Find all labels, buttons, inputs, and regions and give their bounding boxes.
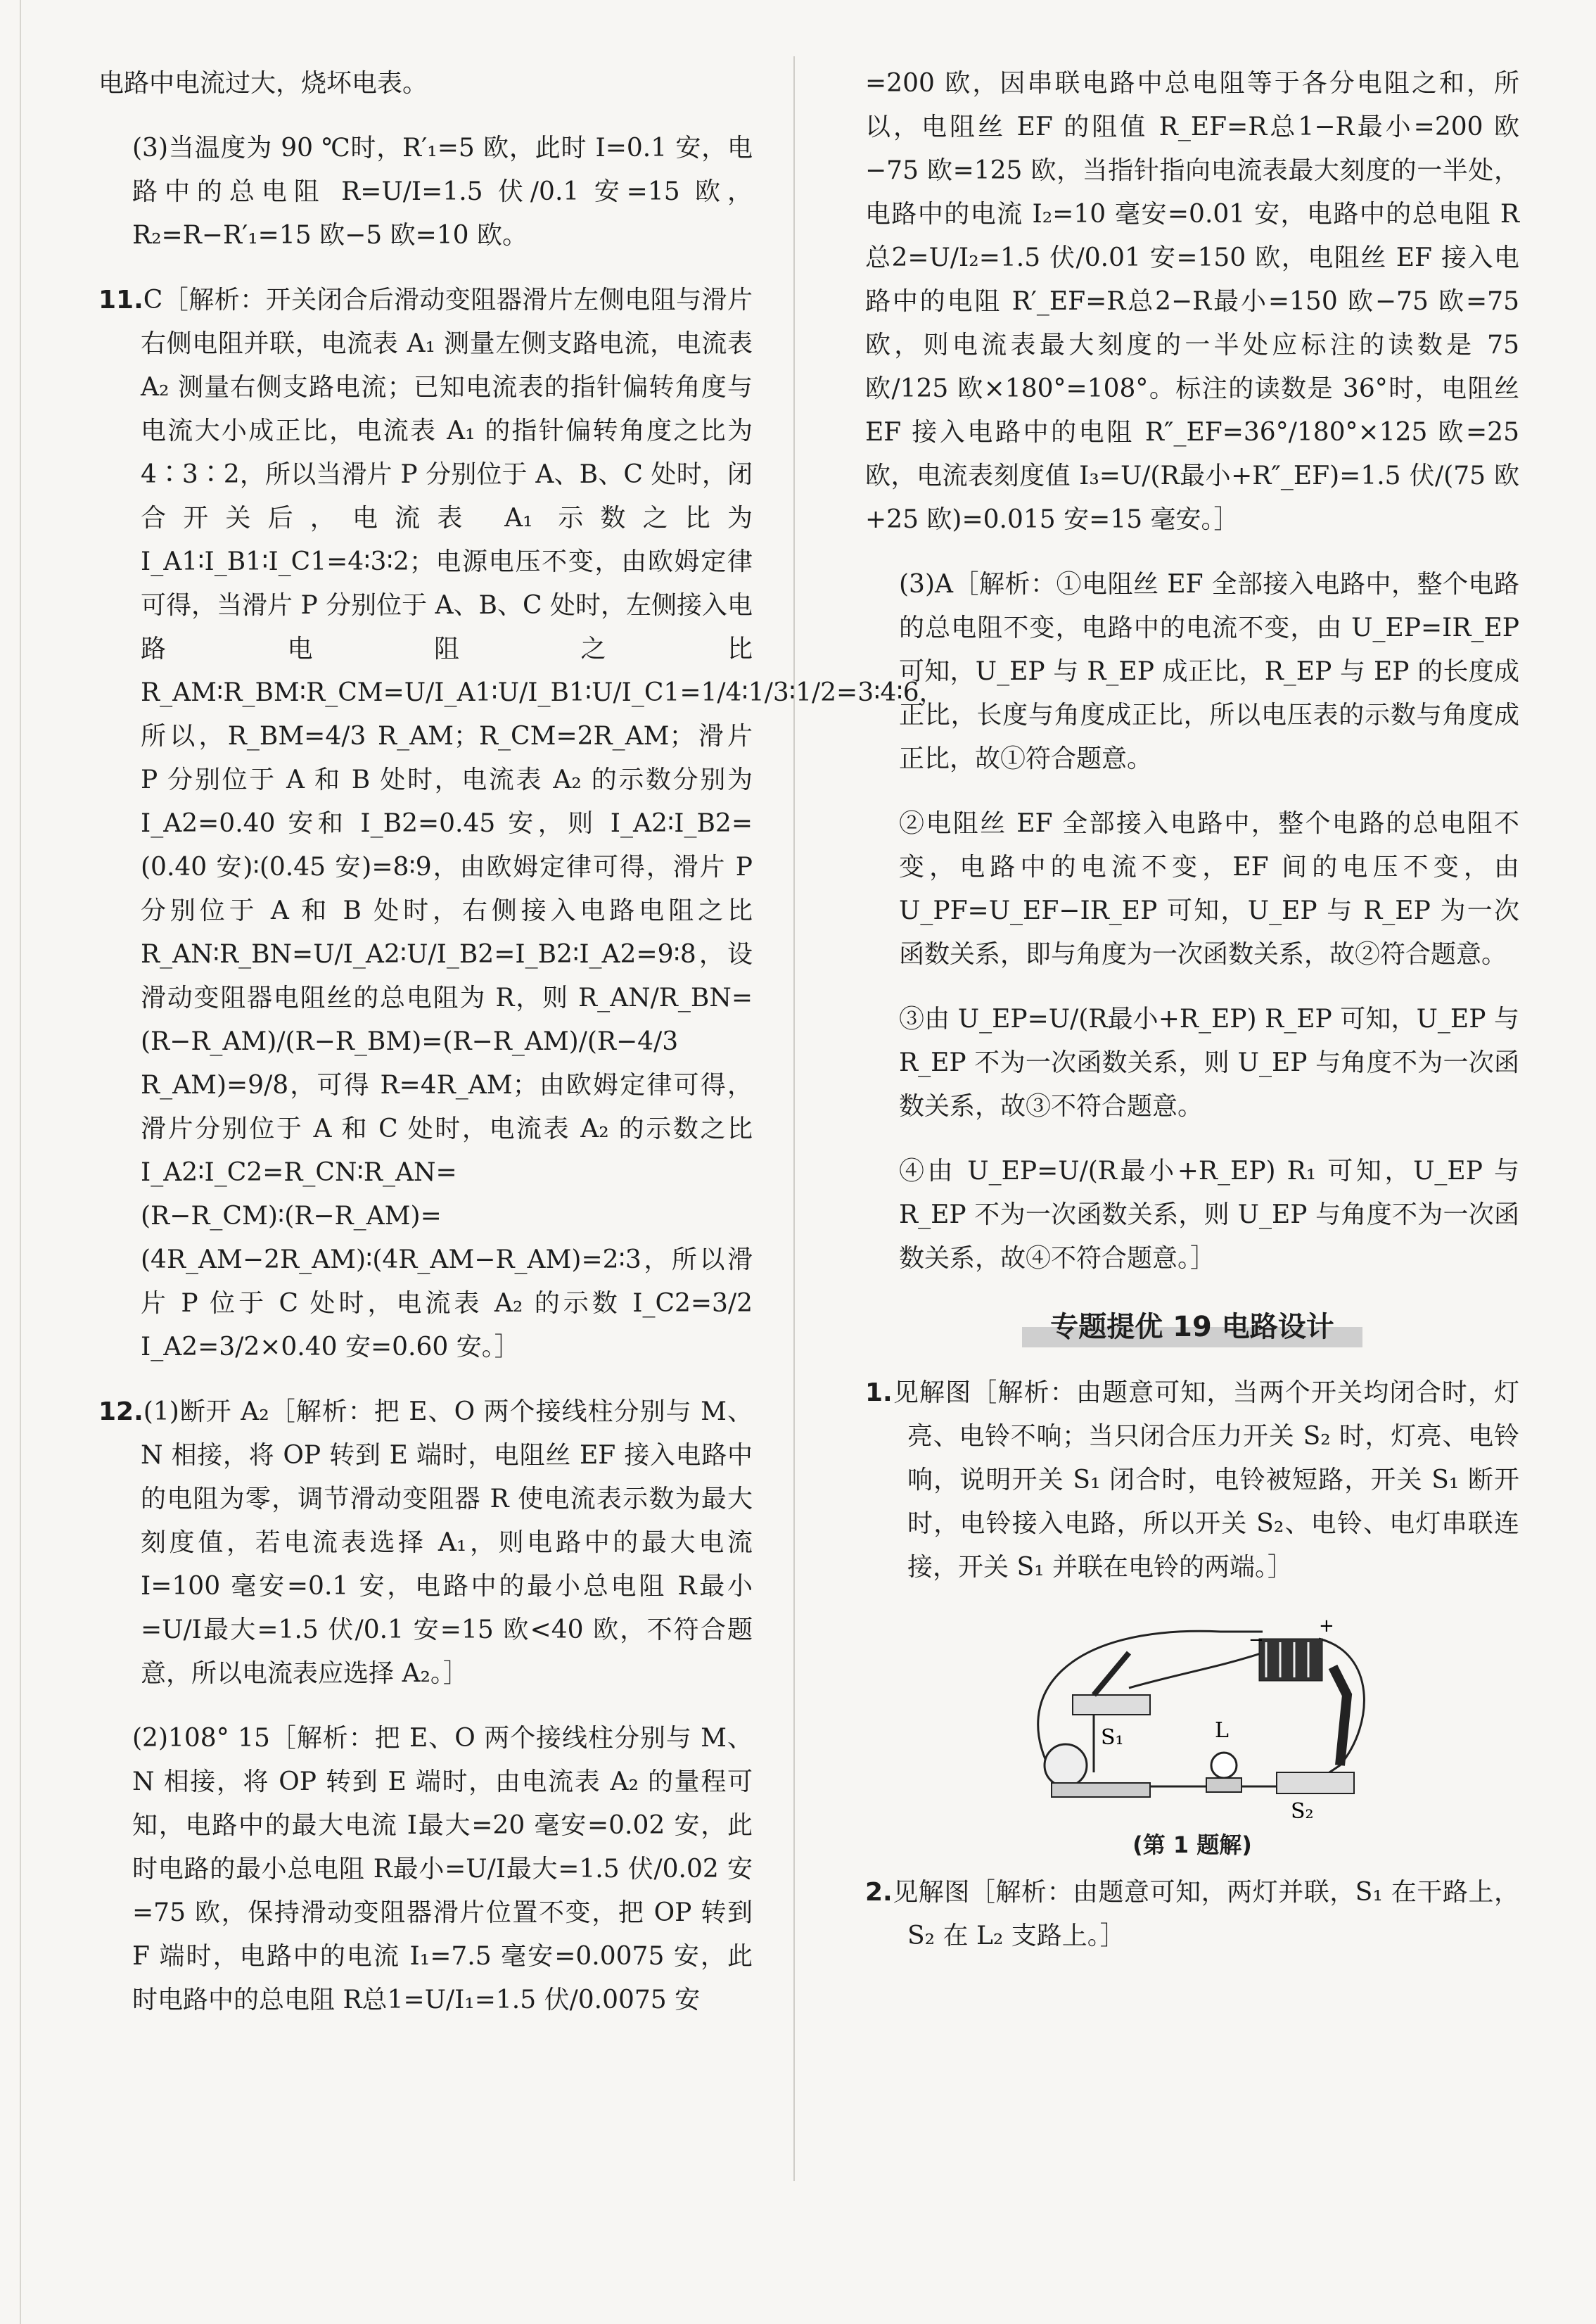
circuit-figure: [865, 1611, 1519, 1860]
section-question-1-text: 见解图［解析：由题意可知，当两个开关均闭合时，灯亮、电铃不响；当只闭合压力开关 S₂ 时，灯亮、电铃响，说明开关 S₁ 闭合时，电铃被短路，开关 S₁ 断开时，电铃接入电路，所以开关 S₂、电铃、电灯串联连接，开关 S₁ 并联在电铃的两端。］: [892, 1378, 1519, 1582]
question-number: 2.: [865, 1878, 893, 1907]
question-number: 1.: [865, 1378, 893, 1407]
question-11-answer: [98, 279, 945, 1369]
column-divider: [793, 56, 795, 2181]
switch-s2-icon: [1277, 1772, 1354, 1793]
section-question-2-text: 见解图［解析：由题意可知，两灯并联，S₁ 在干路上，S₂ 在 L₂ 支路上。］: [892, 1878, 1519, 1950]
switch-s2-label: S₂: [1291, 1799, 1314, 1822]
switch-s1-lever: [1094, 1653, 1129, 1695]
lamp-base: [1206, 1778, 1241, 1792]
bell-icon: [1045, 1744, 1087, 1786]
answer-paragraph: (3)A［解析：①电阻丝 EF 全部接入电路中，整个电路的总电阻不变，电路中的电流不变，由 U_EP=IR_EP 可知，U_EP 与 R_EP 成正比，R_EP 与 EP 的长度成正比，长度与角度成正比，所以电压表的示数与角度成正比，故①符合题意。: [899, 570, 1519, 773]
answer-paragraph: (2)108° 15［解析：把 E、O 两个接线柱分别与 M、N 相接，将 OP 转到 E 端时，由电流表 A₂ 的量程可知，电路中的最大电流 I最大=20 毫安=0.02 安，此时电路的最小总电阻 R最小=U/I最大=1.5 伏/0.02 安=75 欧，保持滑动变阻器滑片位置不变，把 OP 转到 F 端时，电路中的电流 I₁=7.5 毫安=0.0075 安，此时电路中的总电阻 R总1=U/I₁=1.5 伏/0.0075 安: [132, 1724, 753, 2014]
left-column: [98, 62, 945, 2043]
question-12-text: (1)断开 A₂［解析：把 E、O 两个接线柱分别与 M、N 相接，将 OP 转到 E 端时，电阻丝 EF 接入电路中的电阻为零，调节滑动变阻器 R 使电流表示数为最大刻度值，若电流表选择 A₁，则电路中的最大电流 I=100 毫安=0.1 安，电路中的最小总电阻 R最小=U/I最大=1.5 伏/0.1 安=15 欧<40 欧，不符合题意，所以电流表应选择 A₂。］: [141, 1397, 753, 1688]
answer-line: 电路中电流过大，烧坏电表。: [98, 69, 428, 98]
answer-paragraph: =200 欧，因串联电路中总电阻等于各分电阻之和，所以，电阻丝 EF 的阻值 R_EF=R总1−R最小=200 欧−75 欧=125 欧，当指针指向电流表最大刻度的一半处，电路中的电流 I₂=10 毫安=0.01 安，电路中的总电阻 R总2=U/I₂=1.5 伏/0.01 安=150 欧，电阻丝 EF 接入电路中的电阻 R′_EF=R总2−R最小=150 欧−75 欧=75 欧，则电流表最大刻度的一半处应标注的读数是 75 欧/125 欧×180°=108°。标注的读数是 36°时，电阻丝 EF 接入电路中的电阻 R″_EF=36°/180°×125 欧=25 欧，电流表刻度值 I₃=U/(R最小+R″_EF)=1.5 伏/(75 欧+25 欧)=0.015 安=15 毫安。］: [865, 69, 1519, 534]
answer-paragraph: ④由 U_EP=U/(R最小+R_EP) R₁ 可知，U_EP 与 R_EP 不为一次函数关系，则 U_EP 与角度不为一次函数关系，故④不符合题意。］: [899, 1157, 1519, 1273]
bell-base: [1052, 1783, 1150, 1797]
figure-caption: (第 1 题解): [1132, 1831, 1252, 1858]
lamp-label: L: [1215, 1718, 1229, 1743]
battery-icon: [1259, 1639, 1322, 1681]
section-title-text: 专题提优 19 电路设计: [1022, 1302, 1362, 1347]
answer-paragraph: ②电阻丝 EF 全部接入电路中，整个电路的总电阻不变，电路中的电流不变，EF 间的电压不变，由 U_PF=U_EF−IR_EP 可知，U_EP 与 R_EP 为一次函数关系，即与角度为一次函数关系，故②符合题意。: [899, 809, 1519, 969]
answer-paragraph: (3)当温度为 90 ℃时，R′₁=5 欧，此时 I=0.1 安，电路中的总电阻 R=U/I=1.5 伏/0.1 安=15 欧，R₂=R−R′₁=15 欧−5 欧=10 欧。: [132, 134, 753, 250]
right-column: [865, 62, 1519, 1979]
question-12-answer: [98, 1390, 753, 1696]
section-question-1: [865, 1371, 1519, 1589]
switch-s1-icon: [1073, 1695, 1150, 1715]
battery-minus-label: −: [1249, 1630, 1264, 1651]
answer-paragraph: ③由 U_EP=U/(R最小+R_EP) R_EP 可知，U_EP 与 R_EP 不为一次函数关系，则 U_EP 与角度不为一次函数关系，故③不符合题意。: [899, 1005, 1519, 1121]
battery-plus-label: +: [1319, 1615, 1334, 1637]
section-question-2: [865, 1871, 1519, 1958]
switch-s1-label: S₁: [1101, 1725, 1124, 1750]
lamp-icon: [1211, 1753, 1237, 1778]
switch-s2-plate: [1333, 1667, 1347, 1765]
section-title: [865, 1302, 1519, 1347]
circuit-diagram: [1009, 1611, 1375, 1822]
question-number: 11.: [98, 286, 143, 315]
question-number: 12.: [98, 1397, 143, 1426]
wire: [1129, 1653, 1263, 1688]
question-11-text: C［解析：开关闭合后滑动变阻器滑片左侧电阻与滑片右侧电阻并联，电流表 A₁ 测量左侧支路电流，电流表 A₂ 测量右侧支路电流；已知电流表的指针偏转角度与电流大小成正比，电流表 A₁ 的指针偏转角度之比为 4∶3∶2，所以当滑片 P 分别位于 A、B、C 处时，闭合开关后，电流表 A₁ 示数之比为 I_A1∶I_B1∶I_C1=4∶3∶2；电源电压不变，由欧姆定律可得，当滑片 P 分别位于 A、B、C 处时，左侧接入电路电阻之比 R_AM∶R_BM∶R_CM=U/I_A1∶U/I_B1∶U/I_C1=1/4∶1/3∶1/2=3∶4∶6，所以，R_BM=4/3 R_AM；R_CM=2R_AM；滑片 P 分别位于 A 和 B 处时，电流表 A₂ 的示数分别为 I_A2=0.40 安和 I_B2=0.45 安，则 I_A2∶I_B2=(0.40 安)∶(0.45 安)=8∶9，由欧姆定律可得，滑片 P 分别位于 A 和 B 处时，右侧接入电路电阻之比 R_AN∶R_BN=U/I_A2∶U/I_B2=I_B2∶I_A2=9∶8，设滑动变阻器电阻丝的总电阻为 R，则 R_AN/R_BN=(R−R_AM)/(R−R_BM)=(R−R_AM)/(R−4/3 R_AM)=9/8，可得 R=4R_AM；由欧姆定律可得，滑片分别位于 A 和 C 处时，电流表 A₂ 的示数之比 I_A2∶I_C2=R_CN∶R_AN=(R−R_CM)∶(R−R_AM)=(4R_AM−2R_AM)∶(4R_AM−R_AM)=2∶3，所以滑片 P 位于 C 处时，电流表 A₂ 的示数 I_C2=3/2 I_A2=3/2×0.40 安=0.60 安。］: [141, 286, 945, 1361]
page-edge: [20, 0, 21, 2324]
